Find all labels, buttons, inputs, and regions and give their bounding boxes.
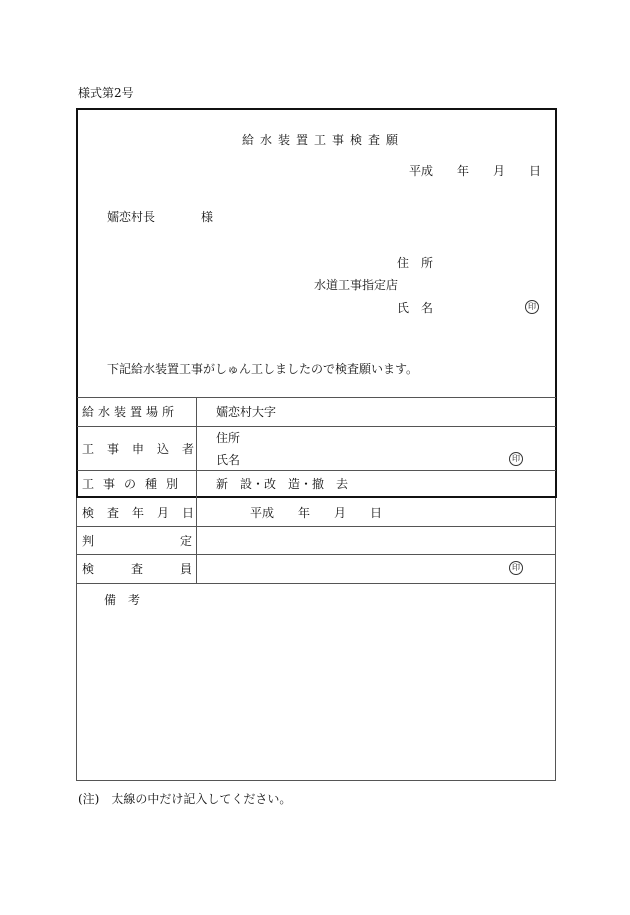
applicant-name-label: 氏 名 <box>397 301 434 315</box>
applicant-address-label: 住 所 <box>397 256 434 270</box>
requester-seal: 印 <box>509 452 523 466</box>
form-title: 給水装置工事検査願 <box>242 133 405 147</box>
applicant-company-label: 水道工事指定店 <box>314 278 399 292</box>
column-divider <box>196 397 197 583</box>
inspection-date-label: 検査年月日 <box>82 506 208 520</box>
row-divider <box>77 554 556 555</box>
inspection-date-era: 平成 <box>250 506 275 520</box>
judgement-label: 判定 <box>82 534 279 548</box>
date-year: 年 <box>457 164 470 178</box>
location-label: 給水装置場所 <box>82 405 179 419</box>
row-divider <box>77 426 556 427</box>
requester-label: 工事申込者 <box>82 442 208 456</box>
footnote: (注) 太線の中だけ記入してください。 <box>78 792 292 806</box>
inspection-date-month: 月 <box>334 506 347 520</box>
date-era: 平成 <box>409 164 434 178</box>
addressee-honorific: 様 <box>201 210 214 224</box>
requester-address: 住所 <box>216 431 241 445</box>
requester-name: 氏名 <box>216 453 241 467</box>
form-number: 様式第2号 <box>78 86 134 100</box>
date-day: 日 <box>529 164 542 178</box>
row-divider <box>77 397 556 398</box>
row-divider <box>77 526 556 527</box>
date-month: 月 <box>493 164 506 178</box>
inspection-date-day: 日 <box>370 506 383 520</box>
remarks-label: 備 考 <box>104 593 141 607</box>
inspection-date-year: 年 <box>298 506 311 520</box>
applicant-seal: 印 <box>525 300 539 314</box>
row-divider <box>77 583 556 584</box>
location-value: 嬬恋村大字 <box>216 405 277 419</box>
row-divider <box>77 470 556 471</box>
form-thick-border <box>76 108 557 498</box>
request-text: 下記給水装置工事がしゅん工しましたので検査願います。 <box>107 362 419 376</box>
type-label: 工事の種別 <box>82 477 188 491</box>
type-value: 新 設・改 造・撤 去 <box>216 477 349 491</box>
inspector-seal: 印 <box>509 561 523 575</box>
inspector-label: 検査員 <box>82 562 230 576</box>
addressee-name: 嬬恋村長 <box>107 210 156 224</box>
